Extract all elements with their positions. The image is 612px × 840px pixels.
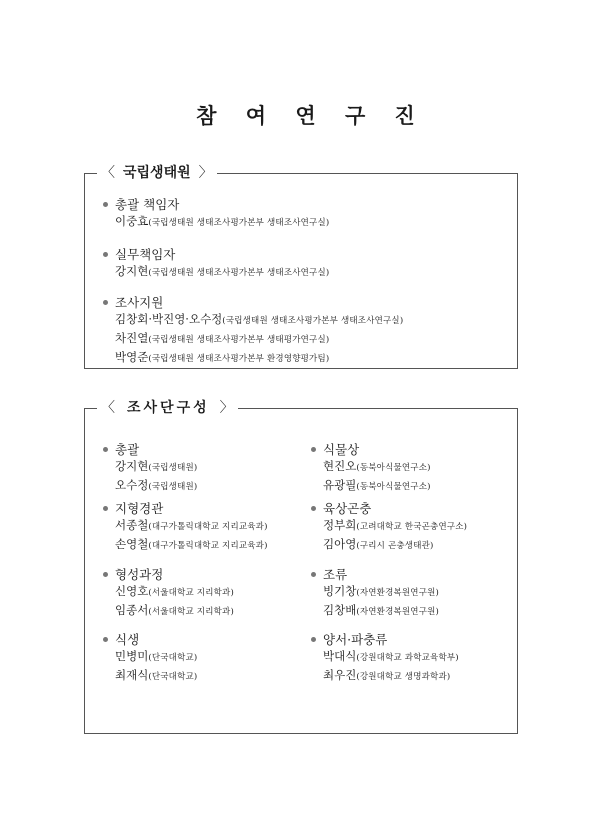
member-affiliation: (대구가톨릭대학교 지리교육과) — [148, 522, 268, 532]
member-name: 박영준 — [115, 350, 149, 364]
member-line — [101, 263, 329, 282]
bracket-left: 〈 — [101, 165, 115, 181]
bracket-right: 〉 — [198, 165, 213, 181]
member-line — [101, 536, 268, 555]
member-name: 빙기창 — [323, 584, 357, 598]
member-name: 최재식 — [115, 668, 149, 682]
member-affiliation: (국립생태원 생태조사평가본부 생태조사연구실) — [148, 268, 330, 278]
group-heading: 조류 — [309, 566, 439, 583]
member-name: 민병미 — [115, 649, 149, 663]
group-heading: 총괄 책임자 — [101, 196, 329, 213]
group-heading: 지형경관 — [101, 500, 268, 517]
group-heading: 식생 — [101, 631, 197, 648]
section-title-nie — [97, 164, 217, 182]
bracket-left: 〈 — [101, 400, 115, 416]
group-terrestrial-insects — [309, 500, 467, 555]
member-line — [101, 583, 234, 602]
member-affiliation: (단국대학교) — [148, 672, 198, 682]
member-line — [309, 602, 439, 621]
group-heading: 육상곤충 — [309, 500, 467, 517]
member-name: 강지현 — [115, 459, 149, 473]
member-affiliation: (대구가톨릭대학교 지리교육과) — [148, 541, 268, 551]
member-affiliation: (서울대학교 지리학과) — [148, 607, 234, 617]
member-line — [101, 477, 197, 496]
section-label: 국립생태원 — [123, 165, 191, 181]
member-line — [309, 458, 431, 477]
page-title: 참 여 연 구 진 — [196, 103, 426, 128]
group-flora — [309, 441, 431, 496]
member-line — [101, 602, 234, 621]
member-affiliation: (강원대학교 생명과학과) — [356, 672, 451, 682]
member-affiliation: (국립생태원 생태조사평가본부 생태조사연구실) — [148, 218, 330, 228]
member-line — [101, 648, 197, 667]
member-line — [101, 330, 403, 349]
member-line — [309, 517, 467, 536]
group-general-lead — [101, 196, 329, 232]
member-affiliation: (국립생태원 생태조사평가본부 생태조사연구실) — [222, 316, 404, 326]
member-name: 서종철 — [115, 518, 149, 532]
survey-team-section-box — [84, 400, 518, 734]
member-name: 현진오 — [323, 459, 357, 473]
group-vegetation — [101, 631, 197, 686]
member-affiliation: (자연환경복원연구원) — [356, 588, 440, 598]
group-heading: 조사지원 — [101, 294, 403, 311]
member-affiliation: (단국대학교) — [148, 653, 198, 663]
section-title-survey-team — [97, 399, 238, 417]
group-heading: 식물상 — [309, 441, 431, 458]
member-name: 신영호 — [115, 584, 149, 598]
member-affiliation: (국립생태원 생태조사평가본부 생태평가연구실) — [148, 335, 330, 345]
group-amphibians-reptiles — [309, 631, 459, 686]
group-survey-support — [101, 294, 403, 368]
group-overall — [101, 441, 197, 496]
bracket-right: 〉 — [219, 400, 234, 416]
member-name: 박대식 — [323, 649, 357, 663]
member-affiliation: (국립생태원 생태조사평가본부 환경영향평가팀) — [148, 354, 330, 364]
group-heading: 총괄 — [101, 441, 197, 458]
member-name: 오수정 — [115, 478, 149, 492]
member-line — [101, 311, 403, 330]
group-heading: 실무책임자 — [101, 246, 329, 263]
member-line — [309, 667, 459, 686]
member-line — [309, 583, 439, 602]
member-line — [309, 536, 467, 555]
member-name: 김창배 — [323, 603, 357, 617]
member-name: 최우진 — [323, 668, 357, 682]
member-line — [309, 477, 431, 496]
member-name: 손영철 — [115, 537, 149, 551]
member-affiliation: (동북아식물연구소) — [356, 463, 431, 473]
member-name: 차진열 — [115, 331, 149, 345]
group-landform — [101, 500, 268, 555]
member-affiliation: (동북아식물연구소) — [356, 482, 431, 492]
member-affiliation: (국립생태원) — [148, 463, 198, 473]
member-affiliation: (국립생태원) — [148, 482, 198, 492]
member-line — [101, 667, 197, 686]
member-name: 정부희 — [323, 518, 357, 532]
group-heading: 양서·파충류 — [309, 631, 459, 648]
member-name: 유광필 — [323, 478, 357, 492]
member-name: 강지현 — [115, 264, 149, 278]
nie-section-box — [84, 165, 518, 369]
member-line — [101, 458, 197, 477]
member-name: 이중효 — [115, 214, 149, 228]
member-affiliation: (서울대학교 지리학과) — [148, 588, 234, 598]
member-name: 임종서 — [115, 603, 149, 617]
member-affiliation: (강원대학교 과학교육학부) — [356, 653, 459, 663]
group-birds — [309, 566, 439, 621]
section-label: 조사단구성 — [127, 400, 210, 416]
member-line — [101, 213, 329, 232]
member-line — [101, 349, 403, 368]
member-name: 김아영 — [323, 537, 357, 551]
member-name: 김창회·박진영·오수정 — [115, 312, 223, 326]
member-line — [309, 648, 459, 667]
member-line — [101, 517, 268, 536]
group-formation — [101, 566, 234, 621]
member-affiliation: (구리시 곤충생태관) — [356, 541, 434, 551]
member-affiliation: (자연환경복원연구원) — [356, 607, 440, 617]
group-working-lead — [101, 246, 329, 282]
group-heading: 형성과정 — [101, 566, 234, 583]
member-affiliation: (고려대학교 한국곤충연구소) — [356, 522, 468, 532]
